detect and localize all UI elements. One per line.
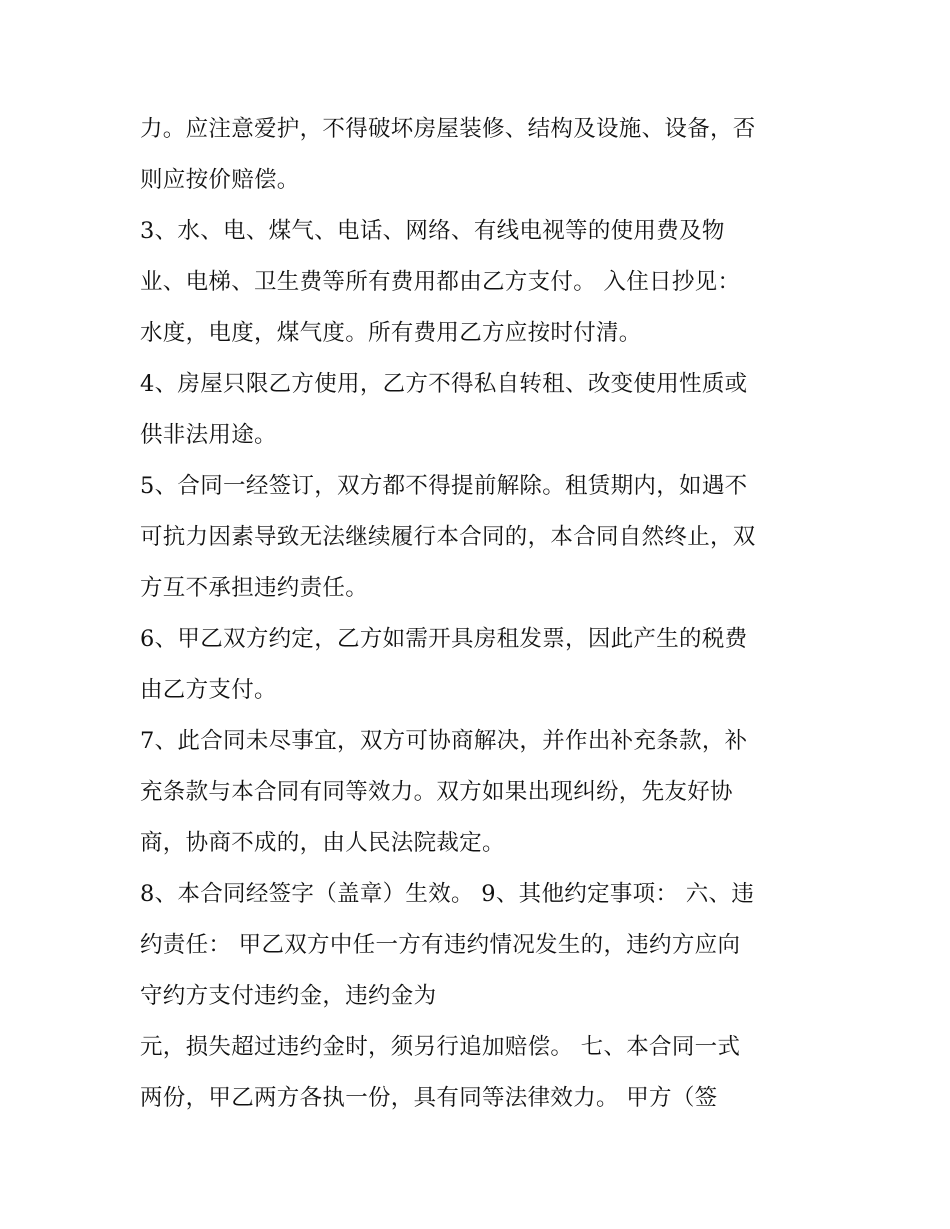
text-line: 元，损失超过违约金时，须另行追加赔偿。 七、本合同一式 [140,1034,741,1060]
text-line: 方互不承担违约责任。 [140,575,369,601]
text-line: 可抗力因素导致无法继续履行本合同的，本合同自然终止，双 [140,524,756,550]
clause-8-line: 8、本合同经签字（盖章）生效。 9、其他约定事项： 六、违 [140,881,755,907]
text-line: 供非法用途。 [140,422,277,448]
text-line: 守约方支付违约金，违约金为 [140,983,437,1009]
text-line: 则应按价赔偿。 [140,167,300,193]
text-line: 业、电梯、卫生费等所有费用都由乙方支付。 入住日抄见： [140,269,741,295]
text-line: 商，协商不成的，由人民法院裁定。 [140,830,505,856]
clause-6-line: 6、甲乙双方约定，乙方如需开具房租发票，因此产生的税费 [140,626,748,652]
text-line: 约责任： 甲乙双方中任一方有违约情况发生的，违约方应向 [140,932,741,958]
text-line: 两份，甲乙两方各执一份，具有同等法律效力。 甲方（签 [140,1085,718,1111]
text-line: 充条款与本合同有同等效力。双方如果出现纠纷，先友好协 [140,779,733,805]
clause-3-line: 3、水、电、煤气、电话、网络、有线电视等的使用费及物 [140,218,725,244]
text-line: 由乙方支付。 [140,677,277,703]
clause-7-line: 7、此合同未尽事宜，双方可协商解决，并作出补充条款，补 [140,728,748,754]
text-line: 水度，电度，煤气度。所有费用乙方应按时付清。 [140,320,642,346]
clause-4-line: 4、房屋只限乙方使用，乙方不得私自转租、改变使用性质或 [140,371,748,397]
clause-5-line: 5、合同一经签订，双方都不得提前解除。租赁期内，如遇不 [140,473,748,499]
text-line: 力。应注意爱护，不得破坏房屋装修、结构及设施、设备，否 [140,116,756,142]
